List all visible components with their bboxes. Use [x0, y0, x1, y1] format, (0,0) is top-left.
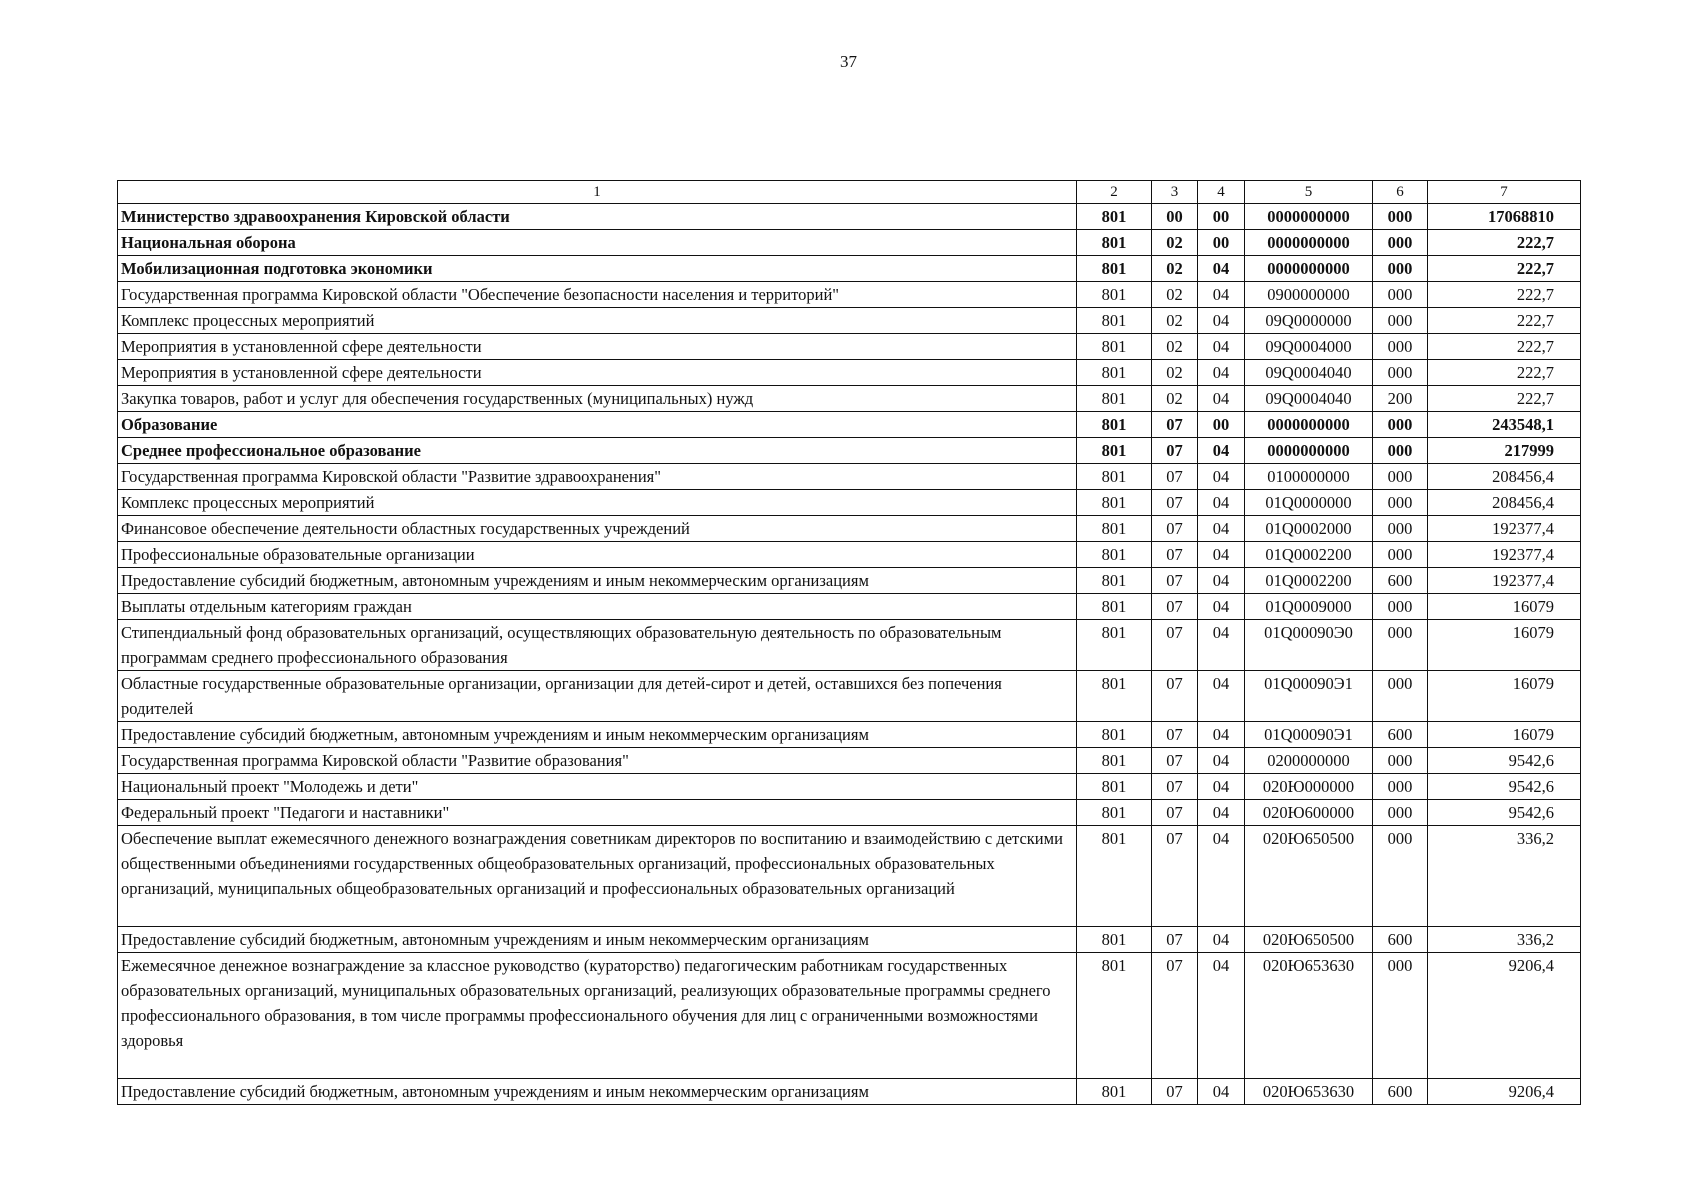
- row-code-6-cell: 000: [1373, 671, 1428, 722]
- row-code-6-cell: 000: [1373, 826, 1428, 927]
- row-amount-cell: 16079: [1428, 722, 1581, 748]
- row-code-6-cell: 000: [1373, 542, 1428, 568]
- row-code-5-cell: 020Ю600000: [1245, 800, 1373, 826]
- table-row: [118, 386, 1581, 412]
- row-code-4-cell: 00: [1198, 412, 1245, 438]
- table-row: [118, 412, 1581, 438]
- table-row: [118, 594, 1581, 620]
- row-code-4-cell: 04: [1198, 464, 1245, 490]
- row-code-5-cell: 0000000000: [1245, 256, 1373, 282]
- row-name-cell: Комплекс процессных мероприятий: [118, 490, 1077, 516]
- row-code-2-cell: 801: [1077, 927, 1152, 953]
- row-code-3-cell: 02: [1152, 360, 1198, 386]
- column-header: 2: [1077, 181, 1152, 204]
- row-code-4-cell: 04: [1198, 594, 1245, 620]
- row-code-4-cell: 04: [1198, 671, 1245, 722]
- row-code-2-cell: 801: [1077, 386, 1152, 412]
- row-code-5-cell: 0000000000: [1245, 438, 1373, 464]
- row-code-2-cell: 801: [1077, 800, 1152, 826]
- row-code-5-cell: 0100000000: [1245, 464, 1373, 490]
- row-name-cell: Выплаты отдельным категориям граждан: [118, 594, 1077, 620]
- row-code-3-cell: 02: [1152, 256, 1198, 282]
- row-amount-cell: 217999: [1428, 438, 1581, 464]
- row-code-4-cell: 04: [1198, 516, 1245, 542]
- row-amount-cell: 16079: [1428, 671, 1581, 722]
- row-code-5-cell: 01Q00090Э1: [1245, 722, 1373, 748]
- table-row: [118, 722, 1581, 748]
- row-code-3-cell: 02: [1152, 386, 1198, 412]
- row-code-2-cell: 801: [1077, 204, 1152, 230]
- row-name-cell: Обеспечение выплат ежемесячного денежного вознаграждения советникам директоров по воспитанию и взаимодействию с детскими общественными объединениями государственных общеобразовательных организаций, профессиональных образовательных организаций, муниципальных общеобразовательных организаций и профессиональных образовательных организаций: [118, 826, 1077, 927]
- row-code-4-cell: 00: [1198, 230, 1245, 256]
- table-body: [118, 204, 1581, 1105]
- row-amount-cell: 208456,4: [1428, 490, 1581, 516]
- row-name-cell: Среднее профессиональное образование: [118, 438, 1077, 464]
- row-code-5-cell: 0900000000: [1245, 282, 1373, 308]
- row-code-4-cell: 04: [1198, 360, 1245, 386]
- row-code-2-cell: 801: [1077, 748, 1152, 774]
- row-amount-cell: 222,7: [1428, 386, 1581, 412]
- row-code-2-cell: 801: [1077, 774, 1152, 800]
- row-amount-cell: 9542,6: [1428, 774, 1581, 800]
- table-row: [118, 464, 1581, 490]
- row-amount-cell: 222,7: [1428, 360, 1581, 386]
- table-row: [118, 308, 1581, 334]
- row-code-2-cell: 801: [1077, 594, 1152, 620]
- row-name-cell: Федеральный проект "Педагоги и наставники": [118, 800, 1077, 826]
- row-amount-cell: 9542,6: [1428, 800, 1581, 826]
- row-code-5-cell: 0000000000: [1245, 230, 1373, 256]
- row-code-2-cell: 801: [1077, 282, 1152, 308]
- row-code-4-cell: 04: [1198, 826, 1245, 927]
- row-code-5-cell: 020Ю650500: [1245, 927, 1373, 953]
- table-row: [118, 204, 1581, 230]
- row-code-6-cell: 600: [1373, 1079, 1428, 1105]
- row-code-3-cell: 07: [1152, 927, 1198, 953]
- row-code-6-cell: 000: [1373, 516, 1428, 542]
- row-amount-cell: 222,7: [1428, 282, 1581, 308]
- row-code-2-cell: 801: [1077, 542, 1152, 568]
- row-name-cell: Образование: [118, 412, 1077, 438]
- row-name-cell: Профессиональные образовательные организации: [118, 542, 1077, 568]
- row-code-6-cell: 600: [1373, 722, 1428, 748]
- row-code-6-cell: 000: [1373, 360, 1428, 386]
- table-row: [118, 826, 1581, 927]
- row-code-5-cell: 01Q0002000: [1245, 516, 1373, 542]
- column-header: 6: [1373, 181, 1428, 204]
- table-row: [118, 360, 1581, 386]
- row-code-6-cell: 000: [1373, 620, 1428, 671]
- row-amount-cell: 16079: [1428, 620, 1581, 671]
- row-code-6-cell: 600: [1373, 927, 1428, 953]
- row-amount-cell: 208456,4: [1428, 464, 1581, 490]
- table-row: [118, 620, 1581, 671]
- row-name-cell: Национальный проект "Молодежь и дети": [118, 774, 1077, 800]
- row-name-cell: Финансовое обеспечение деятельности областных государственных учреждений: [118, 516, 1077, 542]
- row-code-5-cell: 020Ю653630: [1245, 1079, 1373, 1105]
- row-amount-cell: 336,2: [1428, 826, 1581, 927]
- row-code-6-cell: 000: [1373, 282, 1428, 308]
- row-code-2-cell: 801: [1077, 464, 1152, 490]
- row-code-4-cell: 04: [1198, 282, 1245, 308]
- column-header: 3: [1152, 181, 1198, 204]
- row-code-5-cell: 0000000000: [1245, 204, 1373, 230]
- row-code-6-cell: 000: [1373, 594, 1428, 620]
- row-code-6-cell: 000: [1373, 464, 1428, 490]
- row-code-6-cell: 000: [1373, 800, 1428, 826]
- row-code-2-cell: 801: [1077, 412, 1152, 438]
- row-amount-cell: 336,2: [1428, 927, 1581, 953]
- row-name-cell: Министерство здравоохранения Кировской области: [118, 204, 1077, 230]
- row-code-4-cell: 04: [1198, 748, 1245, 774]
- row-code-3-cell: 07: [1152, 412, 1198, 438]
- row-code-5-cell: 01Q0000000: [1245, 490, 1373, 516]
- row-name-cell: Предоставление субсидий бюджетным, автономным учреждениям и иным некоммерческим организациям: [118, 1079, 1077, 1105]
- row-code-3-cell: 07: [1152, 568, 1198, 594]
- row-code-2-cell: 801: [1077, 516, 1152, 542]
- row-code-3-cell: 02: [1152, 282, 1198, 308]
- table-row: [118, 953, 1581, 1079]
- row-code-2-cell: 801: [1077, 360, 1152, 386]
- row-code-4-cell: 04: [1198, 722, 1245, 748]
- row-amount-cell: 16079: [1428, 594, 1581, 620]
- row-code-5-cell: 01Q0002200: [1245, 542, 1373, 568]
- row-name-cell: Комплекс процессных мероприятий: [118, 308, 1077, 334]
- row-code-4-cell: 00: [1198, 204, 1245, 230]
- row-amount-cell: 222,7: [1428, 230, 1581, 256]
- row-code-3-cell: 07: [1152, 953, 1198, 1079]
- table-row: [118, 800, 1581, 826]
- row-name-cell: Закупка товаров, работ и услуг для обеспечения государственных (муниципальных) нужд: [118, 386, 1077, 412]
- row-code-4-cell: 04: [1198, 334, 1245, 360]
- table-row: [118, 671, 1581, 722]
- row-name-cell: Предоставление субсидий бюджетным, автономным учреждениям и иным некоммерческим организациям: [118, 722, 1077, 748]
- row-code-3-cell: 07: [1152, 490, 1198, 516]
- row-name-cell: Стипендиальный фонд образовательных организаций, осуществляющих образовательную деятельность по образовательным программам среднего профессионального образования: [118, 620, 1077, 671]
- row-name-cell: Мероприятия в установленной сфере деятельности: [118, 360, 1077, 386]
- row-code-6-cell: 000: [1373, 256, 1428, 282]
- row-code-5-cell: 020Ю650500: [1245, 826, 1373, 927]
- row-code-3-cell: 07: [1152, 1079, 1198, 1105]
- row-code-2-cell: 801: [1077, 256, 1152, 282]
- row-amount-cell: 222,7: [1428, 334, 1581, 360]
- row-name-cell: Областные государственные образовательные организации, организации для детей-сирот и детей, оставшихся без попечения родителей: [118, 671, 1077, 722]
- row-code-6-cell: 000: [1373, 230, 1428, 256]
- row-code-5-cell: 020Ю000000: [1245, 774, 1373, 800]
- row-amount-cell: 192377,4: [1428, 542, 1581, 568]
- row-code-3-cell: 07: [1152, 542, 1198, 568]
- row-amount-cell: 222,7: [1428, 308, 1581, 334]
- row-code-4-cell: 04: [1198, 774, 1245, 800]
- row-name-cell: Национальная оборона: [118, 230, 1077, 256]
- row-name-cell: Предоставление субсидий бюджетным, автономным учреждениям и иным некоммерческим организациям: [118, 568, 1077, 594]
- row-code-2-cell: 801: [1077, 1079, 1152, 1105]
- row-name-cell: Ежемесячное денежное вознаграждение за классное руководство (кураторство) педагогическим работникам государственных образовательных организаций, муниципальных образовательных организаций, реализующих образовательные программы среднего профессионального образования, в том числе программы профессионального обучения для лиц с ограниченными возможностями здоровья: [118, 953, 1077, 1079]
- row-code-3-cell: 02: [1152, 230, 1198, 256]
- row-code-5-cell: 09Q0004040: [1245, 360, 1373, 386]
- table-row: [118, 542, 1581, 568]
- row-code-3-cell: 07: [1152, 594, 1198, 620]
- row-code-2-cell: 801: [1077, 620, 1152, 671]
- row-name-cell: Мероприятия в установленной сфере деятельности: [118, 334, 1077, 360]
- row-code-2-cell: 801: [1077, 230, 1152, 256]
- row-name-cell: Предоставление субсидий бюджетным, автономным учреждениям и иным некоммерческим организациям: [118, 927, 1077, 953]
- row-name-cell: Государственная программа Кировской области "Развитие образования": [118, 748, 1077, 774]
- row-name-cell: Государственная программа Кировской области "Обеспечение безопасности населения и территорий": [118, 282, 1077, 308]
- row-code-3-cell: 07: [1152, 438, 1198, 464]
- row-amount-cell: 9206,4: [1428, 953, 1581, 1079]
- table-row: [118, 282, 1581, 308]
- row-code-6-cell: 000: [1373, 748, 1428, 774]
- table-header-row: [118, 181, 1581, 204]
- row-code-4-cell: 04: [1198, 542, 1245, 568]
- row-code-5-cell: 01Q0002200: [1245, 568, 1373, 594]
- column-header: 7: [1428, 181, 1581, 204]
- row-code-2-cell: 801: [1077, 722, 1152, 748]
- row-code-4-cell: 04: [1198, 800, 1245, 826]
- row-code-5-cell: 0000000000: [1245, 412, 1373, 438]
- row-code-2-cell: 801: [1077, 490, 1152, 516]
- row-code-6-cell: 000: [1373, 774, 1428, 800]
- row-code-3-cell: 07: [1152, 774, 1198, 800]
- row-code-3-cell: 07: [1152, 722, 1198, 748]
- table-row: [118, 774, 1581, 800]
- row-code-5-cell: 01Q00090Э1: [1245, 671, 1373, 722]
- row-code-3-cell: 07: [1152, 826, 1198, 927]
- row-code-2-cell: 801: [1077, 438, 1152, 464]
- row-amount-cell: 17068810: [1428, 204, 1581, 230]
- table-row: [118, 256, 1581, 282]
- row-code-3-cell: 07: [1152, 748, 1198, 774]
- row-code-4-cell: 04: [1198, 438, 1245, 464]
- row-code-4-cell: 04: [1198, 568, 1245, 594]
- row-code-4-cell: 04: [1198, 620, 1245, 671]
- row-code-4-cell: 04: [1198, 1079, 1245, 1105]
- table-row: [118, 490, 1581, 516]
- row-code-6-cell: 000: [1373, 412, 1428, 438]
- row-code-5-cell: 09Q0004040: [1245, 386, 1373, 412]
- row-code-4-cell: 04: [1198, 386, 1245, 412]
- row-amount-cell: 9206,4: [1428, 1079, 1581, 1105]
- row-code-5-cell: 0200000000: [1245, 748, 1373, 774]
- row-code-6-cell: 000: [1373, 490, 1428, 516]
- row-code-3-cell: 02: [1152, 334, 1198, 360]
- row-code-2-cell: 801: [1077, 568, 1152, 594]
- row-code-3-cell: 07: [1152, 800, 1198, 826]
- column-header: 4: [1198, 181, 1245, 204]
- row-code-2-cell: 801: [1077, 671, 1152, 722]
- row-code-3-cell: 00: [1152, 204, 1198, 230]
- row-code-6-cell: 000: [1373, 438, 1428, 464]
- row-code-3-cell: 07: [1152, 464, 1198, 490]
- table-row: [118, 334, 1581, 360]
- row-code-5-cell: 09Q0000000: [1245, 308, 1373, 334]
- row-code-5-cell: 01Q0009000: [1245, 594, 1373, 620]
- column-header: 1: [118, 181, 1077, 204]
- table-row: [118, 438, 1581, 464]
- row-code-2-cell: 801: [1077, 826, 1152, 927]
- row-code-3-cell: 07: [1152, 671, 1198, 722]
- row-amount-cell: 192377,4: [1428, 516, 1581, 542]
- column-header: 5: [1245, 181, 1373, 204]
- row-code-5-cell: 01Q00090Э0: [1245, 620, 1373, 671]
- row-code-4-cell: 04: [1198, 490, 1245, 516]
- row-amount-cell: 243548,1: [1428, 412, 1581, 438]
- row-amount-cell: 222,7: [1428, 256, 1581, 282]
- row-code-5-cell: 020Ю653630: [1245, 953, 1373, 1079]
- row-code-3-cell: 02: [1152, 308, 1198, 334]
- table-row: [118, 568, 1581, 594]
- row-code-3-cell: 07: [1152, 516, 1198, 542]
- row-amount-cell: 9542,6: [1428, 748, 1581, 774]
- row-code-6-cell: 600: [1373, 568, 1428, 594]
- row-name-cell: Государственная программа Кировской области "Развитие здравоохранения": [118, 464, 1077, 490]
- table-row: [118, 1079, 1581, 1105]
- row-code-6-cell: 000: [1373, 334, 1428, 360]
- row-code-6-cell: 000: [1373, 308, 1428, 334]
- table-row: [118, 516, 1581, 542]
- budget-table: [117, 180, 1581, 1105]
- row-code-4-cell: 04: [1198, 308, 1245, 334]
- table-row: [118, 230, 1581, 256]
- row-code-2-cell: 801: [1077, 308, 1152, 334]
- row-code-4-cell: 04: [1198, 953, 1245, 1079]
- row-code-4-cell: 04: [1198, 256, 1245, 282]
- row-code-6-cell: 000: [1373, 204, 1428, 230]
- row-code-2-cell: 801: [1077, 334, 1152, 360]
- table-row: [118, 927, 1581, 953]
- row-code-4-cell: 04: [1198, 927, 1245, 953]
- row-amount-cell: 192377,4: [1428, 568, 1581, 594]
- row-code-6-cell: 200: [1373, 386, 1428, 412]
- row-code-2-cell: 801: [1077, 953, 1152, 1079]
- row-code-6-cell: 000: [1373, 953, 1428, 1079]
- row-name-cell: Мобилизационная подготовка экономики: [118, 256, 1077, 282]
- row-code-5-cell: 09Q0004000: [1245, 334, 1373, 360]
- row-code-3-cell: 07: [1152, 620, 1198, 671]
- table-row: [118, 748, 1581, 774]
- page-number: 37: [840, 52, 857, 71]
